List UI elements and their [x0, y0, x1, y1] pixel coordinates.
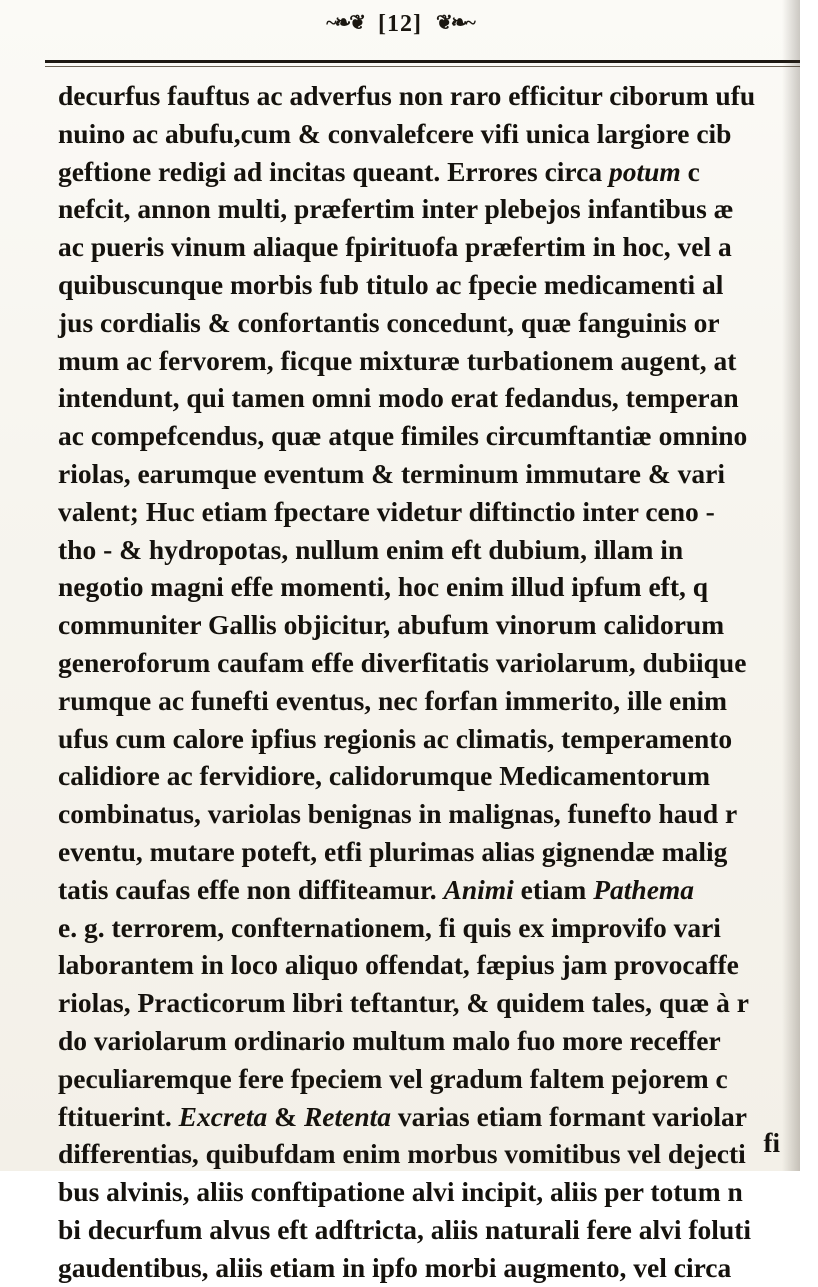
text-line — [58, 1135, 818, 1173]
text-segment: riolas, Practicorum libri teftantur, & quidem tales, quæ à r — [58, 987, 749, 1019]
text-line — [58, 304, 818, 342]
text-line — [58, 909, 818, 947]
text-segment: tho - & hydropotas, nullum enim eft dubium, illam in — [58, 533, 684, 565]
text-segment: c — [680, 155, 700, 187]
text-segment: peculiaremque fere fpeciem vel gradum faltem pejorem c — [58, 1062, 728, 1094]
page-number: [12] — [378, 11, 422, 37]
text-line — [58, 720, 818, 758]
text-line — [58, 568, 818, 606]
text-line — [58, 153, 818, 191]
header-rule-thin — [45, 66, 800, 67]
text-segment: bus alvinis, aliis conftipatione alvi incipit, aliis per totum n — [58, 1176, 743, 1208]
text-line — [58, 606, 818, 644]
text-segment: ftituerint. — [58, 1100, 179, 1132]
text-segment: quibuscunque morbis fub titulo ac fpecie medicamenti al — [58, 268, 724, 300]
text-line — [58, 417, 818, 455]
text-line — [58, 833, 818, 871]
text-segment: negotio magni effe momenti, hoc enim illud ipfum eft, q — [58, 571, 709, 603]
text-line — [58, 1022, 818, 1060]
running-head — [0, 10, 800, 38]
text-segment: calidiore ac fervidiore, calidorumque Medicamentorum — [58, 760, 710, 792]
text-segment: valent; Huc etiam fpectare videtur diftinctio inter ceno - — [58, 495, 715, 527]
text-segment: nefcit, annon multi, præfertim inter plebejos infantibus æ — [58, 193, 734, 225]
text-segment: communiter Gallis objicitur, abufum vinorum calidorum — [58, 609, 725, 641]
text-line — [58, 946, 818, 984]
text-line — [58, 795, 818, 833]
text-line — [58, 531, 818, 569]
text-line — [58, 379, 818, 417]
text-segment: jus cordialis & confortantis concedunt, quæ fanguinis or — [58, 306, 720, 338]
text-line — [58, 115, 818, 153]
text-line — [58, 984, 818, 1022]
text-line — [58, 1060, 818, 1098]
text-line — [58, 77, 818, 115]
text-line — [58, 493, 818, 531]
body-text — [58, 77, 818, 1287]
text-segment: geftione redigi ad incitas queant. Errores circa — [58, 155, 609, 187]
text-segment: ac pueris vinum aliaque fpirituofa præfertim in hoc, vel a — [58, 231, 732, 263]
text-segment: intendunt, qui tamen omni modo erat fedandus, temperan — [58, 382, 739, 414]
text-segment: eventu, mutare poteft, etfi plurimas alias gignendæ malig — [58, 835, 728, 867]
text-segment: mum ac fervorem, ficque mixturæ turbationem augent, at — [58, 344, 737, 376]
text-line — [58, 342, 818, 380]
text-segment: e. g. terrorem, confternationem, fi quis ex improvifo vari — [58, 911, 721, 943]
text-line — [58, 871, 818, 909]
text-segment: bi decurfum alvus eft adftricta, aliis naturali fere alvi foluti — [58, 1213, 752, 1245]
italic-term: Retenta — [303, 1100, 392, 1132]
text-segment: & — [267, 1100, 304, 1132]
text-segment: gaudentibus, aliis etiam in ipfo morbi augmento, vel circa — [58, 1251, 732, 1283]
text-line — [58, 1211, 818, 1249]
left-ornament: ~❧❦ — [326, 12, 364, 34]
text-line — [58, 455, 818, 493]
text-line — [58, 644, 818, 682]
text-segment: laborantem in loco aliquo offendat, fæpius jam provocaffe — [58, 949, 739, 981]
text-segment: differentias, quibufdam enim morbus vomitibus vel dejecti — [58, 1138, 746, 1170]
text-line — [58, 266, 818, 304]
text-segment: riolas, earumque eventum & terminum immutare & vari — [58, 457, 726, 489]
text-line — [58, 682, 818, 720]
text-line — [58, 1098, 818, 1136]
text-line — [58, 190, 818, 228]
text-segment: decurfus fauftus ac adverfus non raro efficitur ciborum ufu — [58, 80, 756, 111]
text-line — [58, 1173, 818, 1211]
text-line — [58, 757, 818, 795]
text-segment: combinatus, variolas benignas in malignas, funefto haud r — [58, 798, 738, 830]
italic-term: Pathema — [593, 873, 695, 905]
text-segment: generoforum caufam effe diverfitatis variolarum, dubiique — [58, 646, 747, 678]
text-segment: rumque ac funefti eventus, nec forfan immerito, ille enim — [58, 684, 728, 716]
text-segment: etiam — [513, 873, 594, 905]
text-segment: ufus cum calore ipfius regionis ac climatis, temperamento — [58, 722, 733, 754]
right-ornament: ❦❧~ — [435, 12, 474, 34]
text-segment: nuino ac abufu,cum & convalefcere vifi unica largiore cib — [58, 117, 732, 149]
text-line — [58, 1249, 818, 1287]
text-line — [58, 228, 818, 266]
text-segment: varias etiam formant variolar — [391, 1100, 747, 1132]
header-rule — [45, 60, 800, 63]
italic-term: potum — [608, 155, 681, 187]
text-segment: ac compefcendus, quæ atque fimiles circumftantiæ omnino — [58, 420, 748, 452]
italic-term: Excreta — [178, 1100, 268, 1132]
catchword: fi — [763, 1128, 780, 1158]
italic-term: Animi — [443, 873, 514, 905]
text-segment: do variolarum ordinario multum malo fuo more receffer — [58, 1024, 721, 1056]
text-segment: tatis caufas effe non diffiteamur. — [58, 873, 444, 905]
